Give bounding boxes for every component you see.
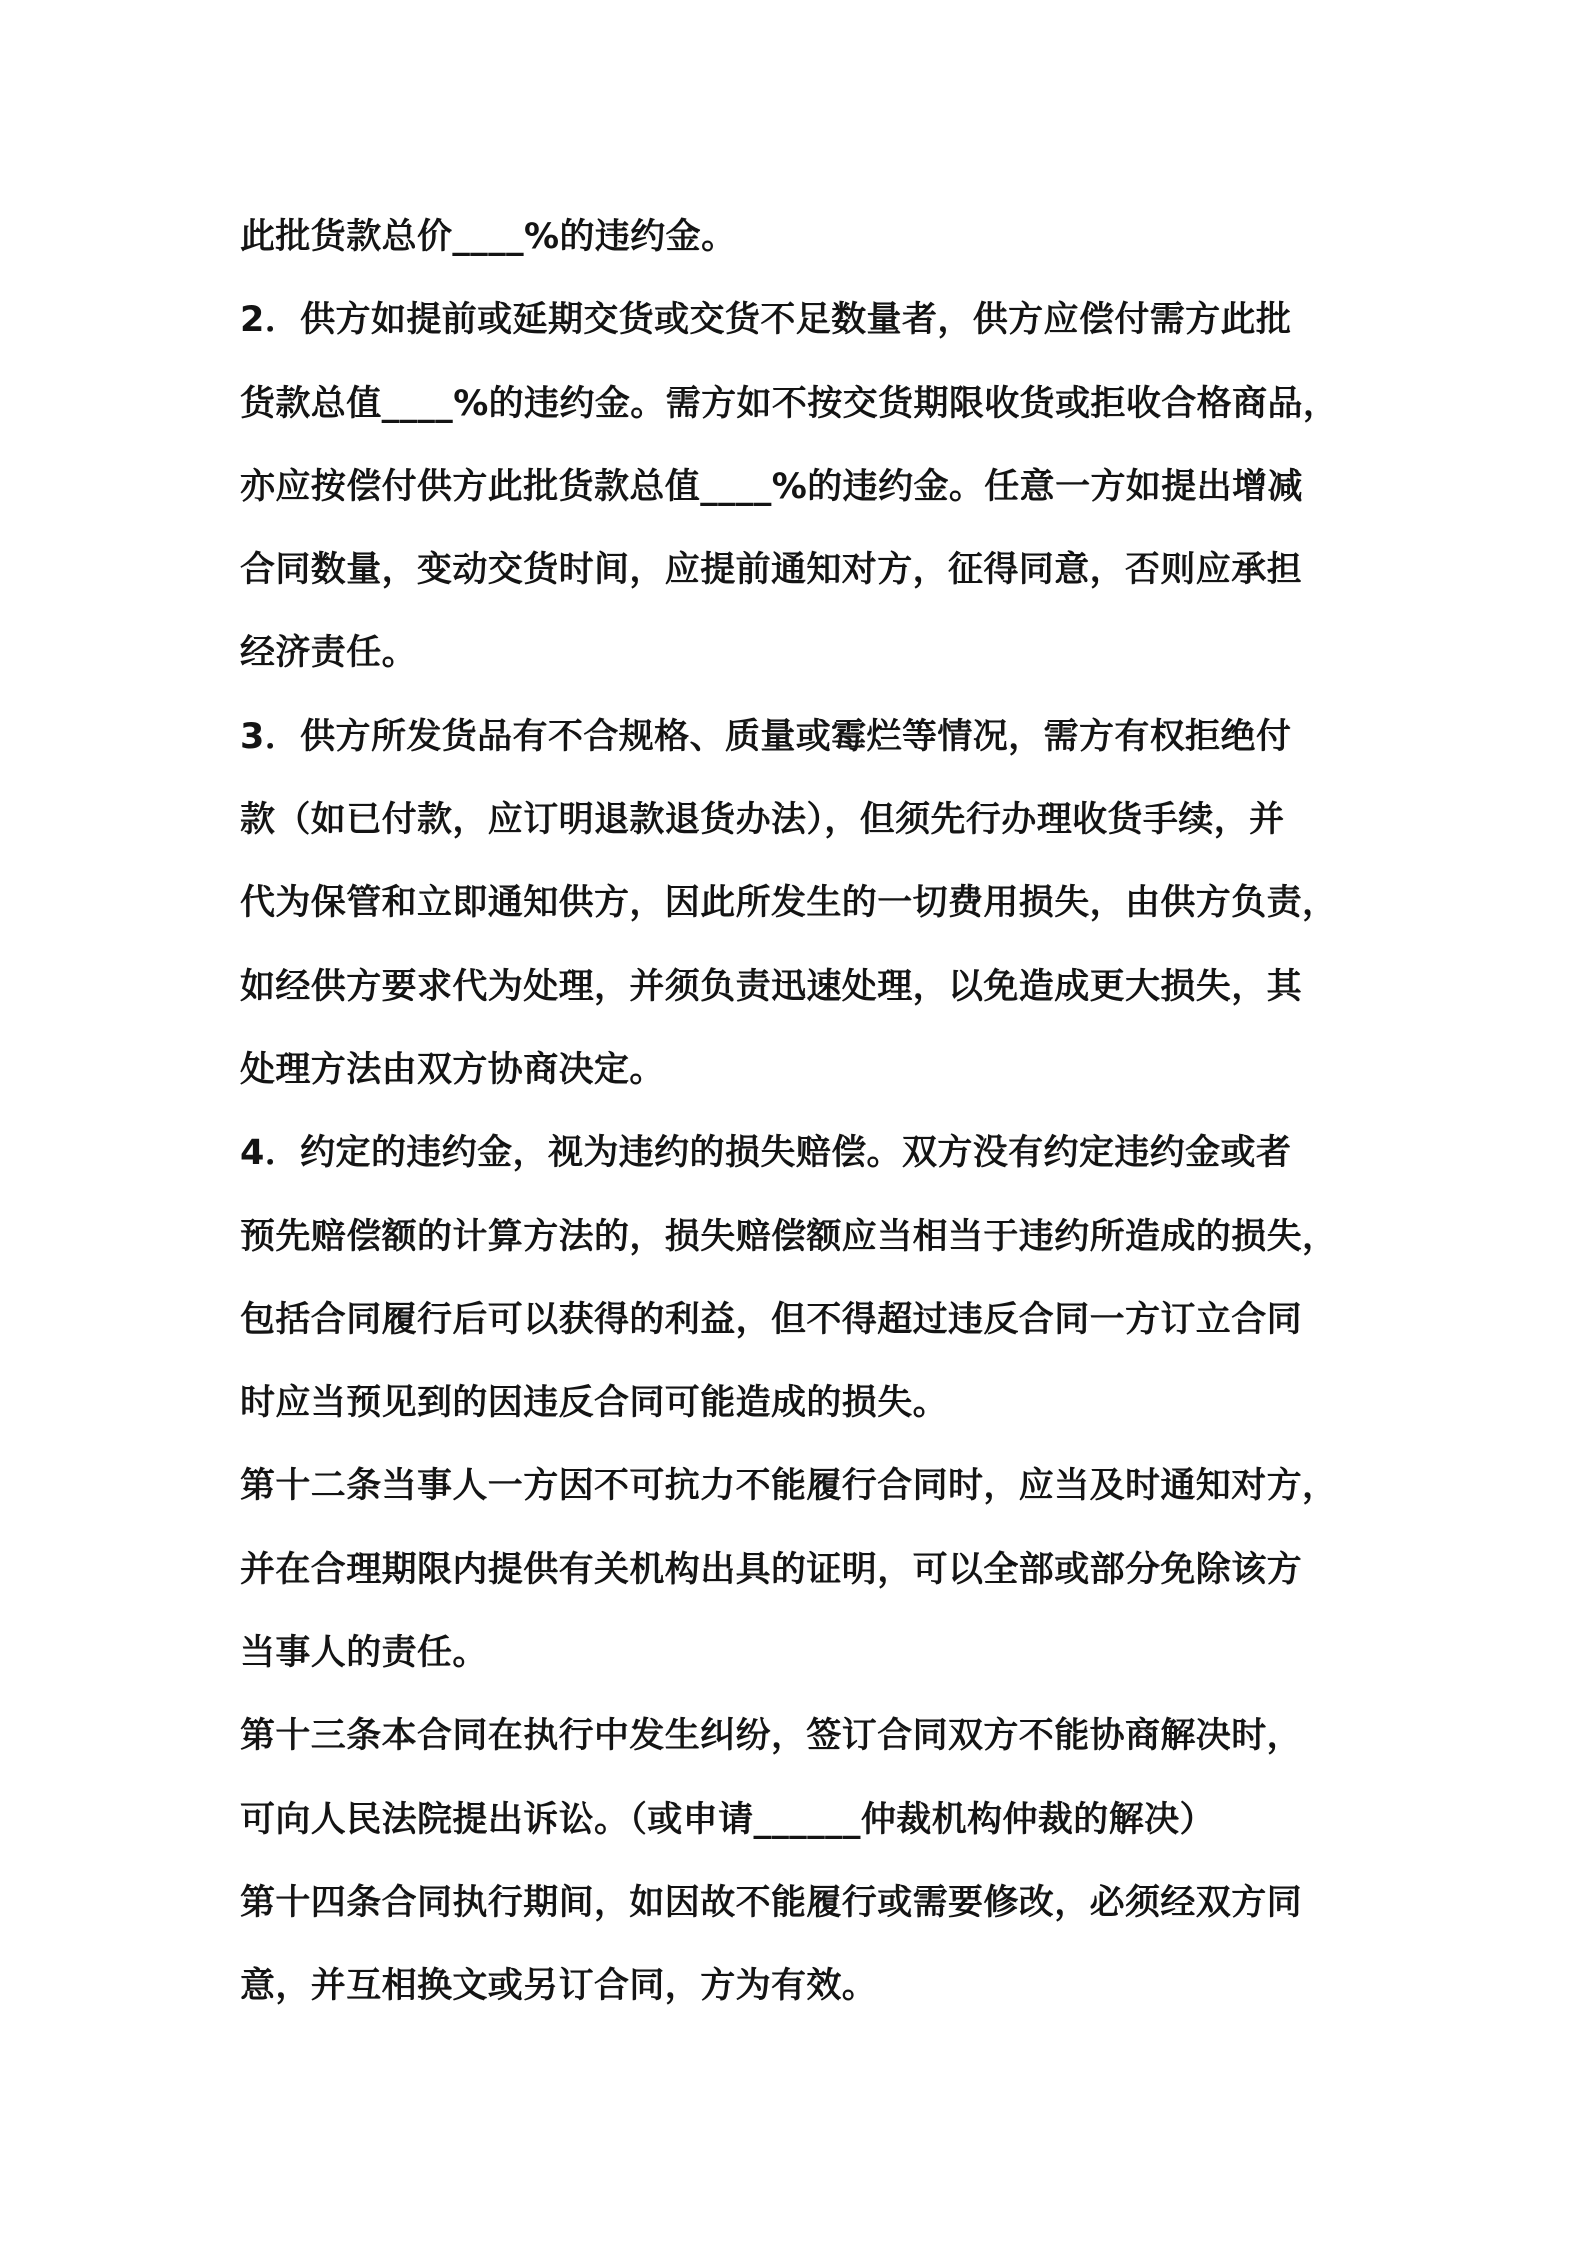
text-line: 可向人民法院提出诉讼。（或申请______仲裁机构仲裁的解决） [240, 1799, 1215, 1840]
text-line: 处理方法由双方协商决定。 [240, 1049, 665, 1090]
text-line: 亦应按偿付供方此批货款总值____%的违约金。任意一方如提出增减 [240, 466, 1303, 507]
text-line: 款（如已付款，应订明退款退货办法），但须先行办理收货手续，并 [240, 800, 1285, 841]
text-line: 2．供方如提前或延期交货或交货不足数量者，供方应偿付需方此批 [240, 300, 1292, 341]
text-line: 当事人的责任。 [240, 1633, 488, 1674]
text-line: 3．供方所发货品有不合规格、质量或霉烂等情况，需方有权拒绝付 [240, 716, 1292, 757]
text-line: 如经供方要求代为处理，并须负责迅速处理，以免造成更大损失，其 [240, 966, 1303, 1007]
text-line: 4．约定的违约金，视为违约的损失赔偿。双方没有约定违约金或者 [240, 1133, 1292, 1174]
text-line: 意，并互相换文或另订合同，方为有效。 [240, 1966, 878, 2007]
text-line: 包括合同履行后可以获得的利益，但不得超过违反合同一方订立合同 [240, 1299, 1303, 1340]
text-line: 时应当预见到的因违反合同可能造成的损失。 [240, 1383, 949, 1424]
text-line: 代为保管和立即通知供方，因此所发生的一切费用损失，由供方负责， [240, 883, 1338, 924]
text-line: 经济责任。 [240, 633, 418, 674]
text-line: 此批货款总价____%的违约金。 [240, 217, 737, 257]
text-line: 第十三条本合同在执行中发生纠纷，签订合同双方不能协商解决时， [240, 1716, 1303, 1757]
text-line: 第十二条当事人一方因不可抗力不能履行合同时，应当及时通知对方， [240, 1466, 1338, 1507]
text-line: 预先赔偿额的计算方法的，损失赔偿额应当相当于违约所造成的损失， [240, 1216, 1338, 1257]
contract-body [240, 196, 1390, 2029]
text-line: 第十四条合同执行期间，如因故不能履行或需要修改，必须经双方同 [240, 1882, 1303, 1923]
text-line: 合同数量，变动交货时间，应提前通知对方，征得同意，否则应承担 [240, 550, 1303, 591]
text-line: 货款总值____%的违约金。需方如不按交货期限收货或拒收合格商品， [240, 383, 1339, 424]
text-line: 并在合理期限内提供有关机构出具的证明，可以全部或部分免除该方 [240, 1549, 1303, 1590]
